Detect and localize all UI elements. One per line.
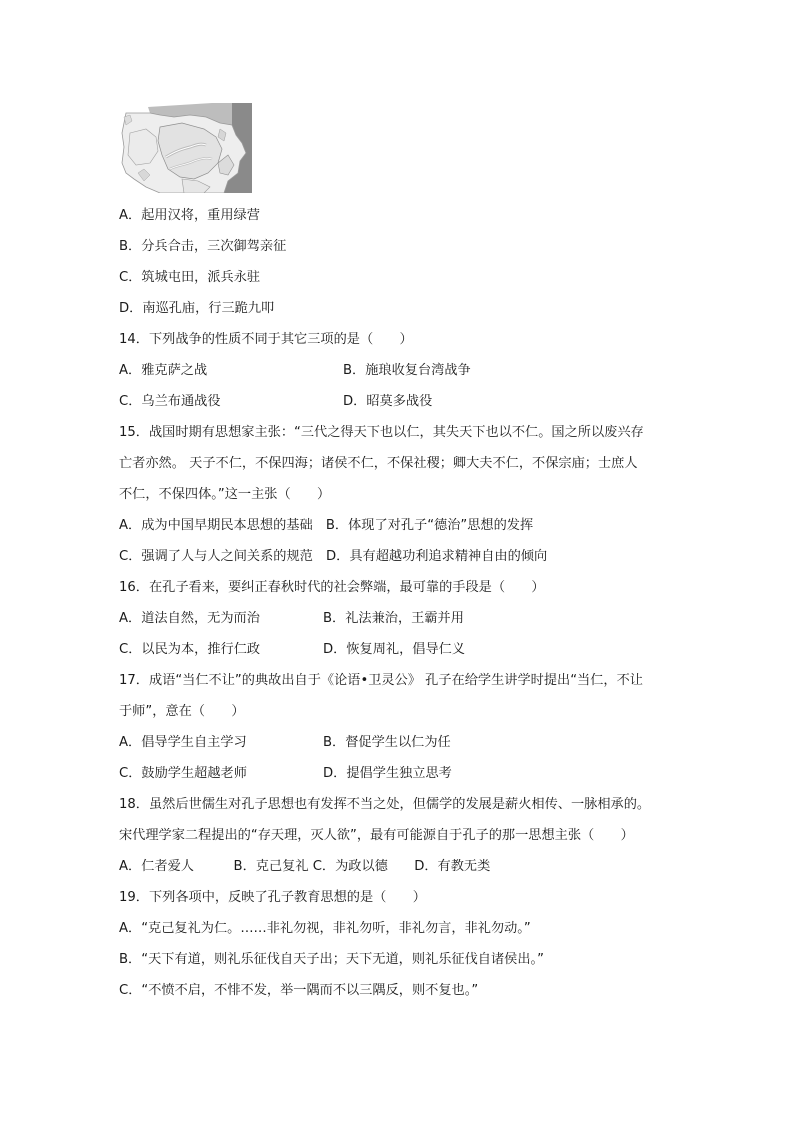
- q17-option-c: C．鼓励学生超越老师: [119, 766, 247, 781]
- q16-option-b: B．礼法兼治，王霸并用: [323, 611, 464, 626]
- q17-stem-line-2: 于师”，意在（ ）: [119, 704, 245, 719]
- q14-option-d: D．昭莫多战役: [343, 394, 433, 409]
- q18-stem-line-1: 18．虽然后世儒生对孔子思想也有发挥不当之处，但儒学的发展是薪火相传、一脉相承的。: [119, 797, 651, 812]
- question-list: [119, 200, 679, 1006]
- q13-option-c: C．筑城屯田，派兵永驻: [119, 270, 261, 285]
- q14-stem: 14．下列战争的性质不同于其它三项的是（ ）: [119, 332, 413, 347]
- q14-options-row-2: [119, 386, 679, 417]
- map-image: [120, 103, 252, 193]
- q15-options-ab: A．成为中国早期民本思想的基础 B．体现了对孔子“德治”思想的发挥: [119, 518, 534, 533]
- q19-stem: 19．下列各项中，反映了孔子教育思想的是（ ）: [119, 890, 426, 905]
- q16-stem: 16．在孔子看来，要纠正春秋时代的社会弊端，最可靠的手段是（ ）: [119, 580, 545, 595]
- q18-options: A．仁者爱人 B．克己复礼 C．为政以德 D．有教无类: [119, 859, 491, 874]
- q14-options-row-1: [119, 355, 679, 386]
- q13-option-d: D．南巡孔庙，行三跪九叩: [119, 301, 275, 316]
- q13-option-a: A．起用汉将，重用绿营: [119, 208, 260, 223]
- q15-stem-line-1: 15．战国时期有思想家主张：“三代之得天下也以仁，其失天下也以不仁。国之所以废兴存: [119, 425, 644, 440]
- q19-option-c: C．“不愤不启，不悱不发，举一隅而不以三隅反，则不复也。”: [119, 983, 479, 998]
- q16-option-c: C．以民为本，推行仁政: [119, 642, 261, 657]
- q18-stem-line-2: 宋代理学家二程提出的“存天理，灭人欲”，最有可能源自于孔子的那一思想主张（ ）: [119, 828, 634, 843]
- q19-option-b: B．“天下有道，则礼乐征伐自天子出；天下无道，则礼乐征伐自诸侯出。”: [119, 952, 544, 967]
- q15-stem-line-3: 不仁，不保四体。”这一主张（ ）: [119, 487, 331, 502]
- q14-option-b: B．施琅收复台湾战争: [343, 363, 471, 378]
- q16-options-row-1: [119, 603, 679, 634]
- q17-options-row-2: [119, 758, 679, 789]
- q17-option-d: D．提倡学生独立思考: [323, 766, 452, 781]
- q15-stem-line-2: 亡者亦然。 天子不仁，不保四海；诸侯不仁，不保社稷；卿大夫不仁，不保宗庙；士庶人: [119, 456, 638, 471]
- q17-option-b: B．督促学生以仁为任: [323, 735, 451, 750]
- q17-stem-line-1: 17．成语“当仁不让”的典故出自于《论语•卫灵公》 孔子在给学生讲学时提出“当仁，不让: [119, 673, 643, 688]
- q17-option-a: A．倡导学生自主学习: [119, 735, 247, 750]
- q16-options-row-2: [119, 634, 679, 665]
- q14-option-c: C．乌兰布通战役: [119, 394, 221, 409]
- q17-options-row-1: [119, 727, 679, 758]
- q16-option-d: D．恢复周礼，倡导仁义: [323, 642, 466, 657]
- q16-option-a: A．道法自然，无为而治: [119, 611, 260, 626]
- q15-options-cd: C．强调了人与人之间关系的规范 D．具有超越功利追求精神自由的倾向: [119, 549, 548, 564]
- q19-option-a: A．“克己复礼为仁。……非礼勿视，非礼勿听，非礼勿言，非礼勿动。”: [119, 921, 531, 936]
- q14-option-a: A．雅克萨之战: [119, 363, 208, 378]
- q13-option-b: B．分兵合击，三次御驾亲征: [119, 239, 287, 254]
